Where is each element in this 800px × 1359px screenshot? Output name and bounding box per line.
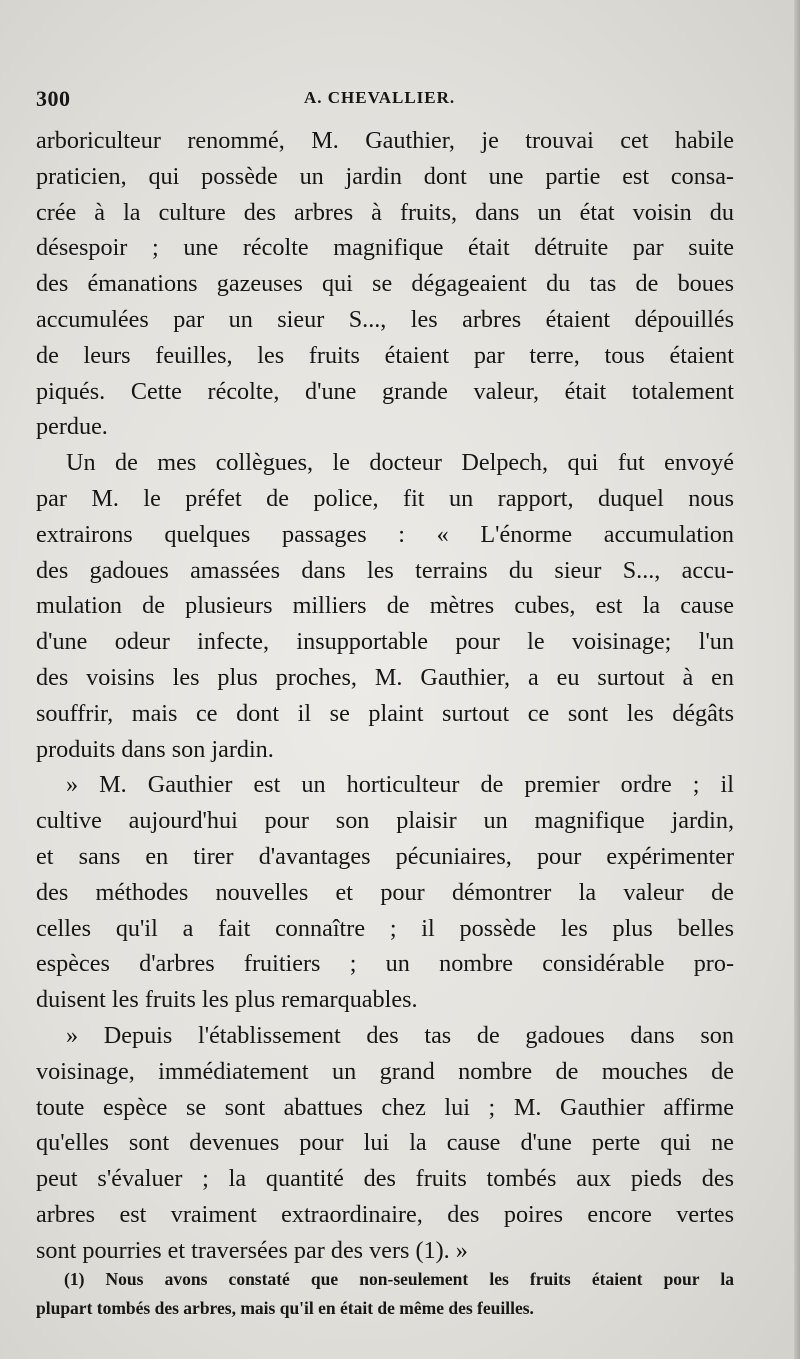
footnote-line: (1) Nous avons constaté que non-seulement les fruits étaient pour la bbox=[64, 1269, 734, 1289]
text-line: produits dans son jardin. bbox=[36, 735, 274, 763]
running-head: A. CHEVALLIER. bbox=[304, 88, 456, 107]
text-line: perdue. bbox=[36, 413, 108, 441]
text-line: accumulées par un sieur S..., les arbres étaient dépouillés bbox=[36, 305, 734, 333]
text-line: duisent les fruits les plus remarquables. bbox=[36, 986, 418, 1014]
text-line: Un de mes collègues, le docteur Delpech, qui fut envoyé bbox=[66, 449, 734, 477]
text-line: » M. Gauthier est un horticulteur de premier ordre ; il bbox=[66, 771, 734, 799]
text-line: espèces d'arbres fruitiers ; un nombre considérable pro- bbox=[36, 950, 734, 978]
text-line: » Depuis l'établissement des tas de gadoues dans son bbox=[66, 1021, 734, 1049]
text-line: mulation de plusieurs milliers de mètres cubes, est la cause bbox=[36, 592, 734, 620]
text-line: praticien, qui possède un jardin dont une partie est consa- bbox=[36, 162, 734, 190]
text-line: des gadoues amassées dans les terrains du sieur S..., accu- bbox=[36, 556, 734, 584]
text-line: souffrir, mais ce dont il se plaint surtout ce sont les dégâts bbox=[36, 699, 734, 727]
text-line: extrairons quelques passages : « L'énorme accumulation bbox=[36, 520, 734, 548]
text-line: et sans en tirer d'avantages pécuniaires, pour expérimenter bbox=[36, 842, 734, 870]
text-line: cultive aujourd'hui pour son plaisir un magnifique jardin, bbox=[36, 807, 734, 835]
text-line: d'une odeur infecte, insupportable pour le voisinage; l'un bbox=[36, 628, 734, 656]
page-edge bbox=[794, 0, 800, 1359]
text-line: qu'elles sont devenues pour lui la cause d'une perte qui ne bbox=[36, 1129, 734, 1157]
text-line: désespoir ; une récolte magnifique était détruite par suite bbox=[36, 234, 734, 262]
text-line: toute espèce se sont abattues chez lui ; M. Gauthier affirme bbox=[36, 1093, 734, 1121]
page-header bbox=[36, 86, 736, 116]
footnote-line: plupart tombés des arbres, mais qu'il en était de même des feuilles. bbox=[36, 1298, 534, 1318]
text-line: arbres est vraiment extraordinaire, des poires encore vertes bbox=[36, 1200, 734, 1228]
text-line: arboriculteur renommé, M. Gauthier, je trouvai cet habile bbox=[36, 127, 734, 154]
body-text bbox=[36, 123, 734, 1269]
text-line: des voisins les plus proches, M. Gauthier, a eu surtout à en bbox=[36, 663, 734, 691]
text-line: crée à la culture des arbres à fruits, dans un état voisin du bbox=[36, 198, 734, 226]
page-number: 300 bbox=[36, 86, 71, 111]
footnote bbox=[36, 1265, 734, 1323]
text-line: peut s'évaluer ; la quantité des fruits tombés aux pieds des bbox=[36, 1165, 734, 1193]
text-line: sont pourries et traversées par des vers (1). » bbox=[36, 1236, 468, 1264]
text-line: celles qu'il a fait connaître ; il possède les plus belles bbox=[36, 914, 734, 942]
text-line: piqués. Cette récolte, d'une grande valeur, était totalement bbox=[36, 377, 734, 405]
text-line: par M. le préfet de police, fit un rapport, duquel nous bbox=[36, 484, 734, 512]
text-line: des méthodes nouvelles et pour démontrer la valeur de bbox=[36, 878, 734, 906]
text-line: voisinage, immédiatement un grand nombre de mouches de bbox=[36, 1057, 734, 1085]
text-line: de leurs feuilles, les fruits étaient par terre, tous étaient bbox=[36, 341, 734, 369]
text-line: des émanations gazeuses qui se dégageaient du tas de boues bbox=[36, 270, 734, 298]
